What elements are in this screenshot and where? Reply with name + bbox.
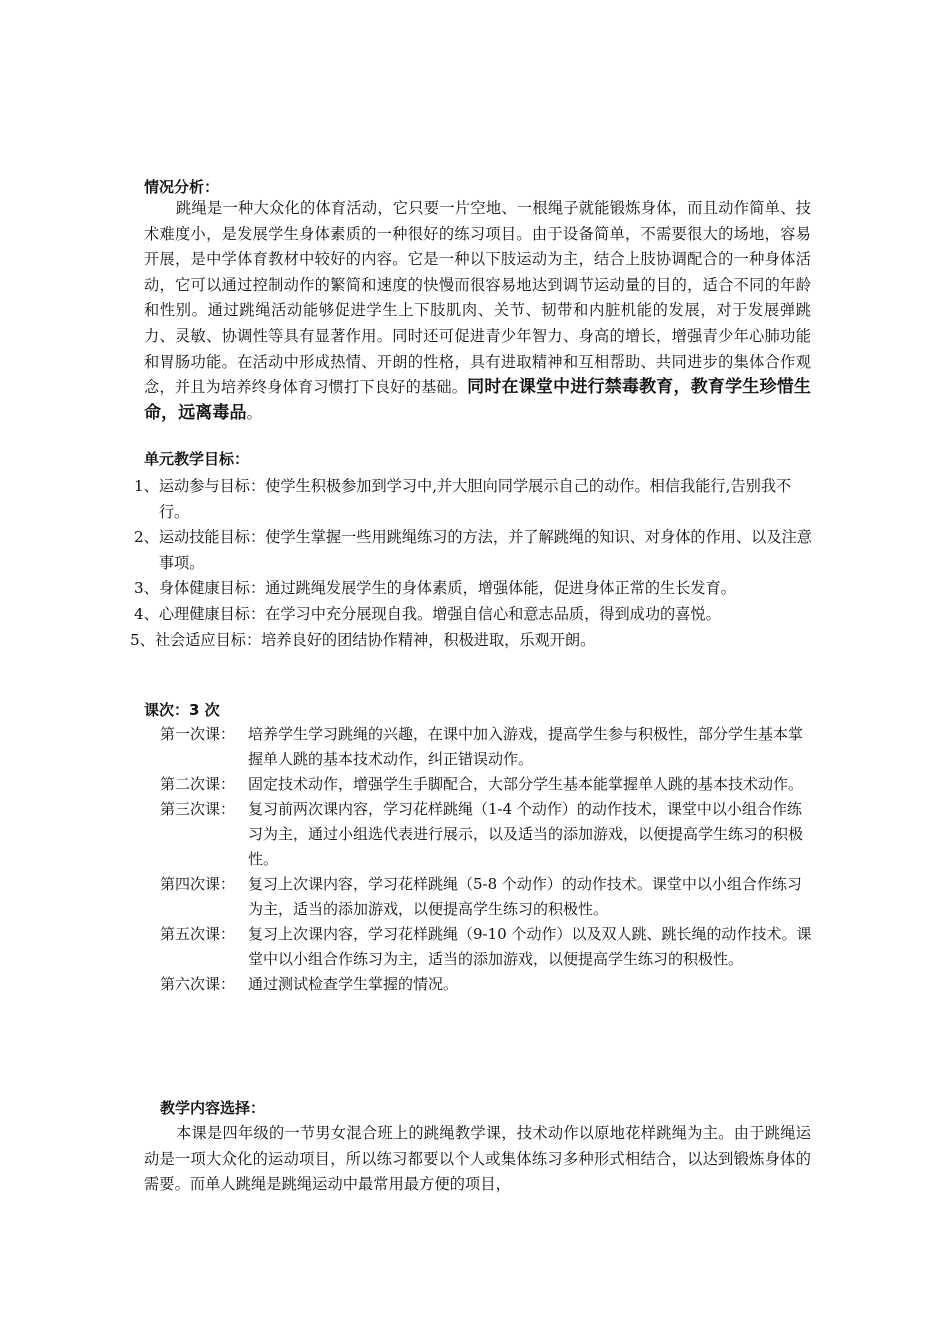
lessons-heading: 课次：3 次 [144,701,220,719]
lesson-label: 第三次课： [160,800,236,818]
lesson-label: 第二次课： [160,775,236,793]
goal-item [134,576,814,602]
lesson-item [160,772,812,797]
goal-text: 社会适应目标：培养良好的团结协作精神，积极进取，乐观开朗。 [154,630,596,649]
lesson-text: 培养学生学习跳绳的兴趣，在课中加入游戏，提高学生参与积极性，部分学生基本掌握单人跳的基本技术动作，纠正错误动作。 [248,725,804,768]
goals-list [130,474,814,653]
lesson-text: 复习上次课内容，学习花样跳绳（5-8 个动作）的动作技术。课堂中以小组合作练习为主，适当的添加游戏，以便提高学生练习的积极性。 [248,875,802,918]
lesson-text: 复习上次课内容，学习花样跳绳（9-10 个动作）以及双人跳、跳长绳的动作技术。课堂中以小组合作练习为主，适当的添加游戏，以便提高学生练习的积极性。 [248,925,812,968]
goals-heading: 单元教学目标： [144,450,250,468]
lesson-item [160,922,812,972]
goal-number: 2、 [134,528,159,547]
analysis-end-mark: 。 [246,403,262,422]
goal-number: 1、 [134,477,159,495]
lesson-item [160,872,812,922]
goal-number: 3、 [134,579,159,598]
goal-text: 心理健康目标：在学习中充分展现自我。增强自信心和意志品质，得到成功的喜悦。 [158,604,721,623]
goal-text: 身体健康目标：通过跳绳发展学生的身体素质，增强体能，促进身体正常的生长发育。 [158,579,736,598]
lesson-label: 第一次课： [160,725,236,743]
goal-item [134,474,814,525]
lesson-item [160,797,812,872]
analysis-body: 跳绳是一种大众化的体育活动，它只要一片空地、一根绳子就能锻炼身体，而且动作简单、技术难度小，是发展学生身体素质的一种很好的练习项目。由于设备简单，不需要很大的场地，容易开展，是中学体育教材中较好的内容。它是一种以下肢运动为主，结合上肢协调配合的一种身体活动，它可以通过控制动作的繁简和速度的快慢而很容易地达到调节运动量的目的，适合不同的年龄和性别。通过跳绳活动能够促进学生上下肢肌肉、关节、韧带和内脏机能的发展，对于发展弹跳力、灵敏、协调性等具有显著作用。同时还可促进青少年智力、身高的增长，增强青少年心肺功能和胃肠功能。在活动中形成热情、开朗的性格，具有进取精神和互相帮助、共同进步的集体合作观念，并且为培养终身体育习惯打下良好的基础。 [144,199,811,397]
lesson-item [160,722,812,772]
goal-text: 运动参与目标：使学生积极参加到学习中,并大胆向同学展示自己的动作。相信我能行,告别我不行。 [158,477,792,521]
goal-item [130,628,814,654]
lesson-item [160,972,812,997]
analysis-paragraph [144,196,811,426]
lesson-text: 通过测试检查学生掌握的情况。 [248,975,459,993]
lesson-label: 第五次课： [160,925,236,943]
lesson-label: 第四次课： [160,875,236,893]
lesson-label: 第六次课： [160,975,236,993]
goal-number: 5、 [130,630,155,649]
lesson-text: 复习前两次课内容，学习花样跳绳（1-4 个动作）的动作技术，课堂中以小组合作练习为主，通过小组选代表进行展示，以及适当的添加游戏，以便提高学生练习的积极性。 [248,800,804,868]
content-heading: 教学内容选择： [160,1099,266,1117]
anti-drug-emphasis: 同时在课堂中进行禁毒教育，教育学生珍惜生命，远离毒品 [144,377,812,423]
content-paragraph: 本课是四年级的一节男女混合班上的跳绳教学课，技术动作以原地花样跳绳为主。由于跳绳运动是一项大众化的运动项目，所以练习都要以个人或集体练习多种形式相结合，以达到锻炼身体的需要。而单人跳绳是跳绳运动中最常用最方便的项目， [144,1124,811,1194]
goal-item [134,602,814,628]
goal-text: 运动技能目标：使学生掌握一些用跳绳练习的方法，并了解跳绳的知识、对身体的作用、以及注意事项。 [158,528,812,572]
goal-item [134,525,814,576]
goal-number: 4、 [134,604,159,623]
lessons-list [160,722,812,997]
analysis-heading: 情况分析： [144,178,220,196]
lesson-text: 固定技术动作，增强学生手脚配合，大部分学生基本能掌握单人跳的基本技术动作。 [248,775,804,793]
